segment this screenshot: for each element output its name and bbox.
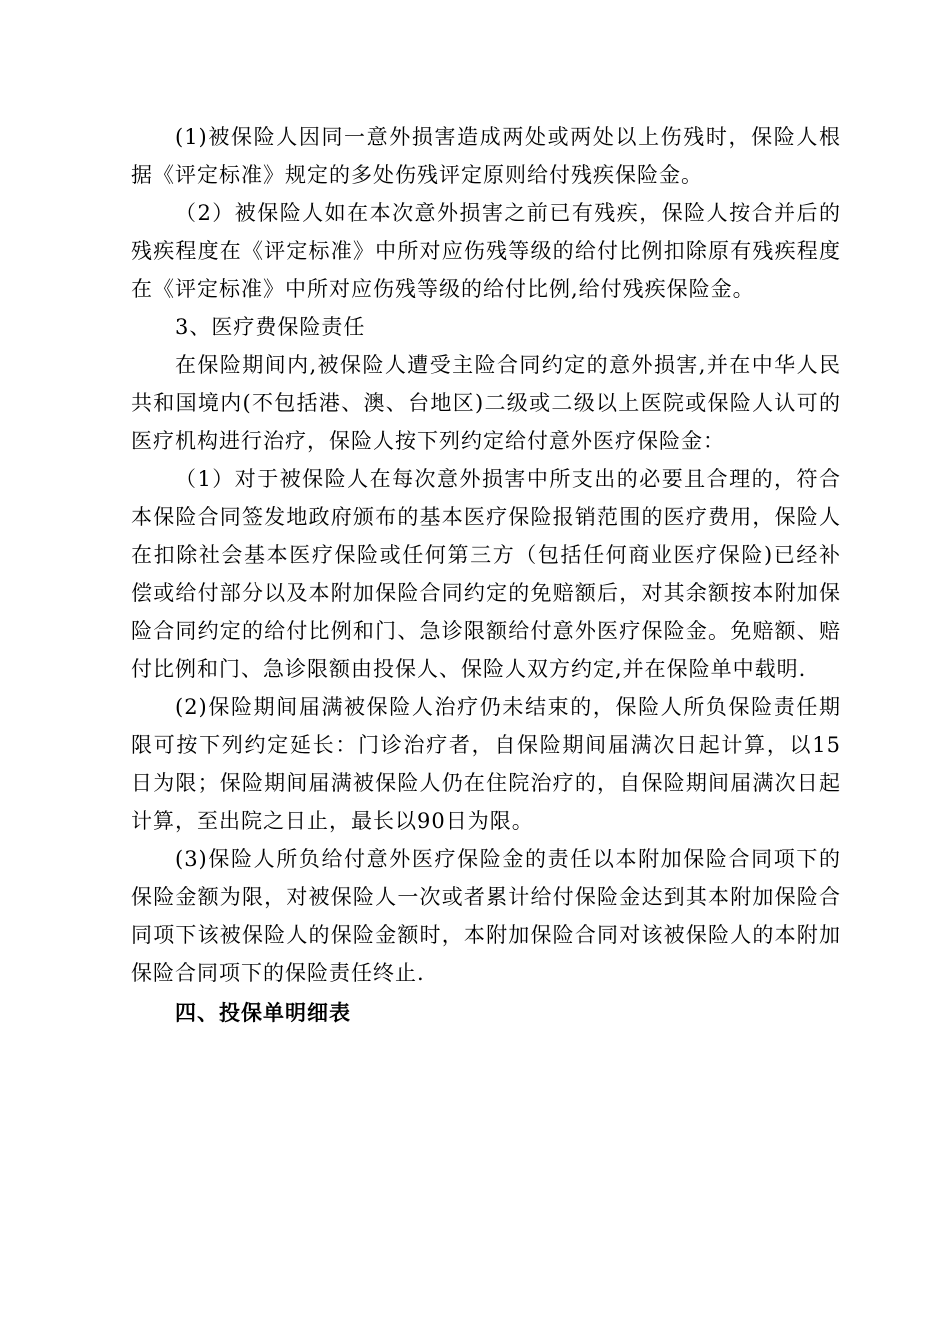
paragraph-disability-preexisting: （2）被保险人如在本次意外损害之前已有残疾，保险人按合并后的残疾程度在《评定标准》中所对应伤残等级的给付比例扣除原有残疾程度在《评定标准》中所对应伤残等级的给付比例,给付残疾保险金。 [131,201,841,301]
paragraph-medical-item-2: (2)保险期间届满被保险人治疗仍未结束的，保险人所负保险责任期限可按下列约定延长：门诊治疗者，自保险期间届满次日起计算，以15日为限；保险期间届满被保险人仍在住院治疗的，自保险期间届满次日起计算，至出院之日止，最长以90日为限。 [131,695,841,833]
document-body [131,118,841,1032]
paragraph-disability-multiple-injuries: (1)被保险人因同一意外损害造成两处或两处以上伤残时，保险人根据《评定标准》规定的多处伤残评定原则给付残疾保险金。 [131,125,841,187]
section-heading: 四、投保单明细表 [175,1000,351,1025]
paragraph-medical-liability-intro: 在保险期间内,被保险人遭受主险合同约定的意外损害,并在中华人民共和国境内(不包括港、澳、台地区)二级或二级以上医院或保险人认可的医疗机构进行治疗，保险人按下列约定给付意外医疗保险金： [131,353,841,453]
paragraph-medical-item-1: （1）对于被保险人在每次意外损害中所支出的必要且合理的，符合本保险合同签发地政府颁布的基本医疗保险报销范围的医疗费用，保险人在扣除社会基本医疗保险或任何第三方（包括任何商业医疗保险)已经补偿或给付部分以及本附加保险合同约定的免赔额后，对其余额按本附加保险合同约定的给付比例和门、急诊限额给付意外医疗保险金。免赔额、赔付比例和门、急诊限额由投保人、保险人双方约定,并在保险单中载明. [131,467,841,681]
paragraph-medical-item-3: (3)保险人所负给付意外医疗保险金的责任以本附加保险合同项下的保险金额为限，对被保险人一次或者累计给付保险金达到其本附加保险合同项下该被保险人的保险金额时，本附加保险合同对该被保险人的本附加保险合同项下的保险责任终止. [131,847,841,985]
paragraph-medical-liability-title: 3、医疗费保险责任 [175,315,366,339]
